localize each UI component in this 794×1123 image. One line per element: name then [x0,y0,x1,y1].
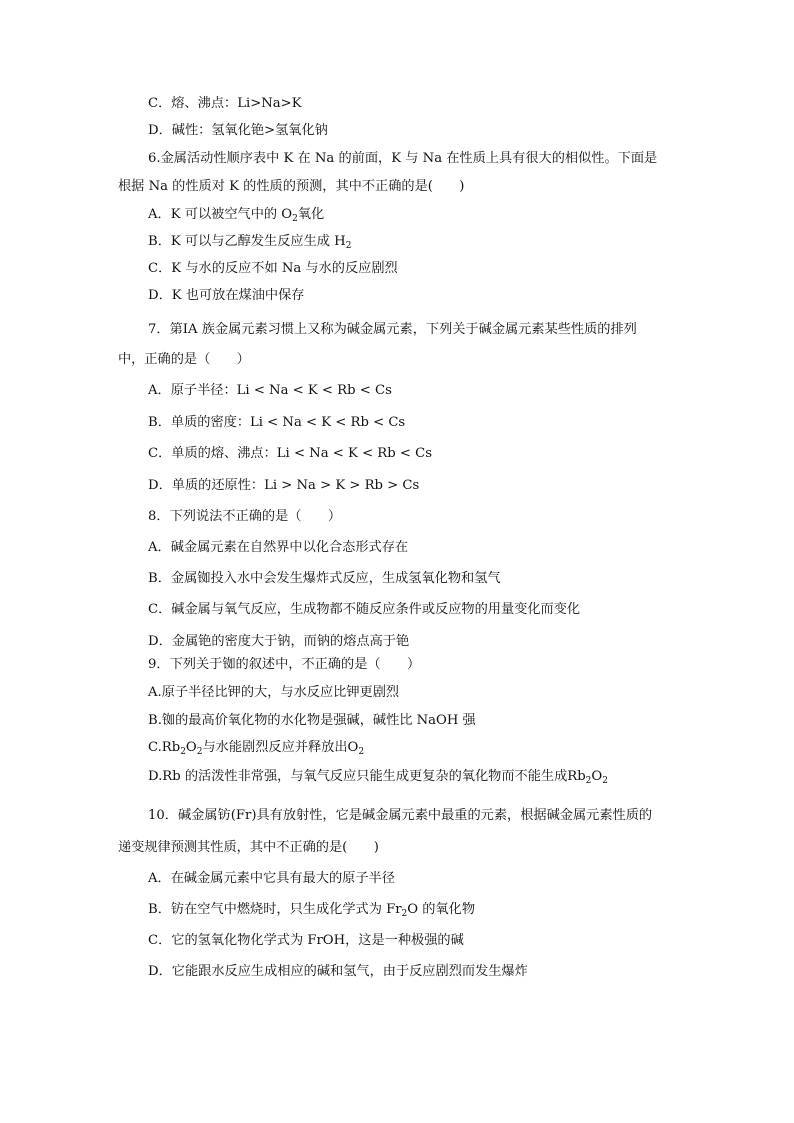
q10-option-a-text: A．在碱金属元素中它具有最大的原子半径 [148,871,395,886]
q9-option-b-text: B.铷的最高价氧化物的水化物是强碱，碱性比 NaOH 强 [148,713,476,728]
q7-stem-line2-text: 中，正确的是（ ） [118,352,250,367]
q9-option-d [148,767,608,787]
q9-option-c-text: C.Rb [148,740,181,755]
q8-stem-text: 8．下列说法不正确的是（ ） [148,509,342,524]
subscript: 2 [180,747,186,757]
q10-option-c [148,931,464,951]
q9-stem [148,655,420,675]
q9-option-b [148,711,476,731]
q5-option-d [148,121,328,141]
q6-option-d [148,286,305,306]
q6-stem-line2-text: 根据 Na 的性质对 K 的性质的预测，其中不正确的是( ) [118,179,465,194]
q6-stem-line1-text: 6.金属活动性顺序表中 K 在 Na 的前面，K 与 Na 在性质上具有很大的相似性。下面是 [148,151,658,166]
q10-stem-line1-text: 10．碱金属钫(Fr)具有放射性，它是碱金属元素中最重的元素，根据碱金属元素性质的 [148,808,653,823]
q6-option-a-tail: 氧化 [297,207,325,222]
q9-option-c-part: 与水能剧烈反应并释放出O [202,740,359,755]
q8-stem [148,507,341,527]
subscript: 2 [585,776,592,786]
q8-option-a [148,538,408,558]
q6-option-a [148,205,324,225]
q7-option-a-text: A．原子半径：Li < Na < K < Rb < Cs [148,383,392,398]
q8-option-a-text: A．碱金属元素在自然界中以化合态形式存在 [148,540,409,555]
q7-option-a [148,381,392,401]
q9-option-d-text: D.Rb 的活泼性非常强，与氧气反应只能生成更复杂的氧化物而不能生成Rb [148,769,586,784]
q9-option-d-part: O [591,769,603,784]
q10-option-b-tail: O 的氧化物 [407,902,476,917]
q9-stem-text: 9．下列关于铷的叙述中，不正确的是（ ） [148,657,421,672]
q7-stem-line1-text: 7．第ⅠA 族金属元素习惯上又称为碱金属元素，下列关于碱金属元素某些性质的排列 [148,322,637,337]
q8-option-c-text: C．碱金属与氧气反应，生成物都不随反应条件或反应物的用量变化而变化 [148,602,581,617]
q9-option-a [148,683,399,703]
q7-option-c-text: C．单质的熔、沸点：Li < Na < K < Rb < Cs [148,446,432,461]
q5-option-c [148,94,302,114]
q10-option-c-text: C．它的氢氧化物化学式为 FrOH，这是一种极强的碱 [148,933,464,948]
q7-stem-line1 [148,320,637,340]
q6-option-c [148,259,398,279]
q7-option-b [148,413,405,433]
q10-stem-line2-text: 递变规律预测其性质，其中不正确的是( ) [118,840,379,855]
q6-option-a-text: A．K 可以被空气中的 O [148,207,293,222]
q6-option-b-text: B．K 可以与乙醇发生反应生成 H [148,234,346,249]
q10-stem-line1 [148,806,652,826]
subscript: 2 [196,747,203,757]
q10-stem-line2 [118,838,379,858]
q10-option-d [148,962,528,982]
q6-option-d-text: D．K 也可放在煤油中保存 [148,288,305,303]
q7-option-c [148,444,432,464]
q6-option-b [148,232,351,252]
q8-option-b [148,569,501,589]
q5-option-c-text: C．熔、沸点：Li>Na>K [148,96,302,111]
q10-option-d-text: D．它能跟水反应生成相应的碱和氢气，由于反应剧烈而发生爆炸 [148,964,528,979]
q6-stem-line1 [148,149,657,169]
subscript: 2 [401,909,408,919]
subscript: 2 [345,241,352,251]
q9-option-c [148,738,364,758]
q7-option-d [148,476,419,496]
q5-option-d-text: D．碱性：氢氧化铯>氢氧化钠 [148,123,328,138]
q8-option-d-text: D．金属铯的密度大于钠，而钠的熔点高于铯 [148,634,410,649]
q9-option-c-part: O [185,740,197,755]
q8-option-d [148,632,409,652]
q8-option-c [148,600,580,620]
q7-stem-line2 [118,350,250,370]
q6-stem-line2 [118,177,464,197]
q10-option-b-text: B．钫在空气中燃烧时，只生成化学式为 Fr [148,902,402,917]
q7-option-b-text: B．单质的密度：Li < Na < K < Rb < Cs [148,415,406,430]
subscript: 2 [358,747,365,757]
q8-option-b-text: B．金属铷投入水中会发生爆炸式反应，生成氢氧化物和氢气 [148,571,501,586]
q6-option-c-text: C．K 与水的反应不如 Na 与水的反应剧烈 [148,261,398,276]
q9-option-a-text: A.原子半径比钾的大，与水反应比钾更剧烈 [148,685,400,700]
subscript: 2 [602,776,608,786]
subscript: 2 [292,214,298,224]
q7-option-d-text: D．单质的还原性：Li > Na > K > Rb > Cs [148,478,420,493]
q10-option-b [148,900,475,920]
q10-option-a [148,869,395,889]
